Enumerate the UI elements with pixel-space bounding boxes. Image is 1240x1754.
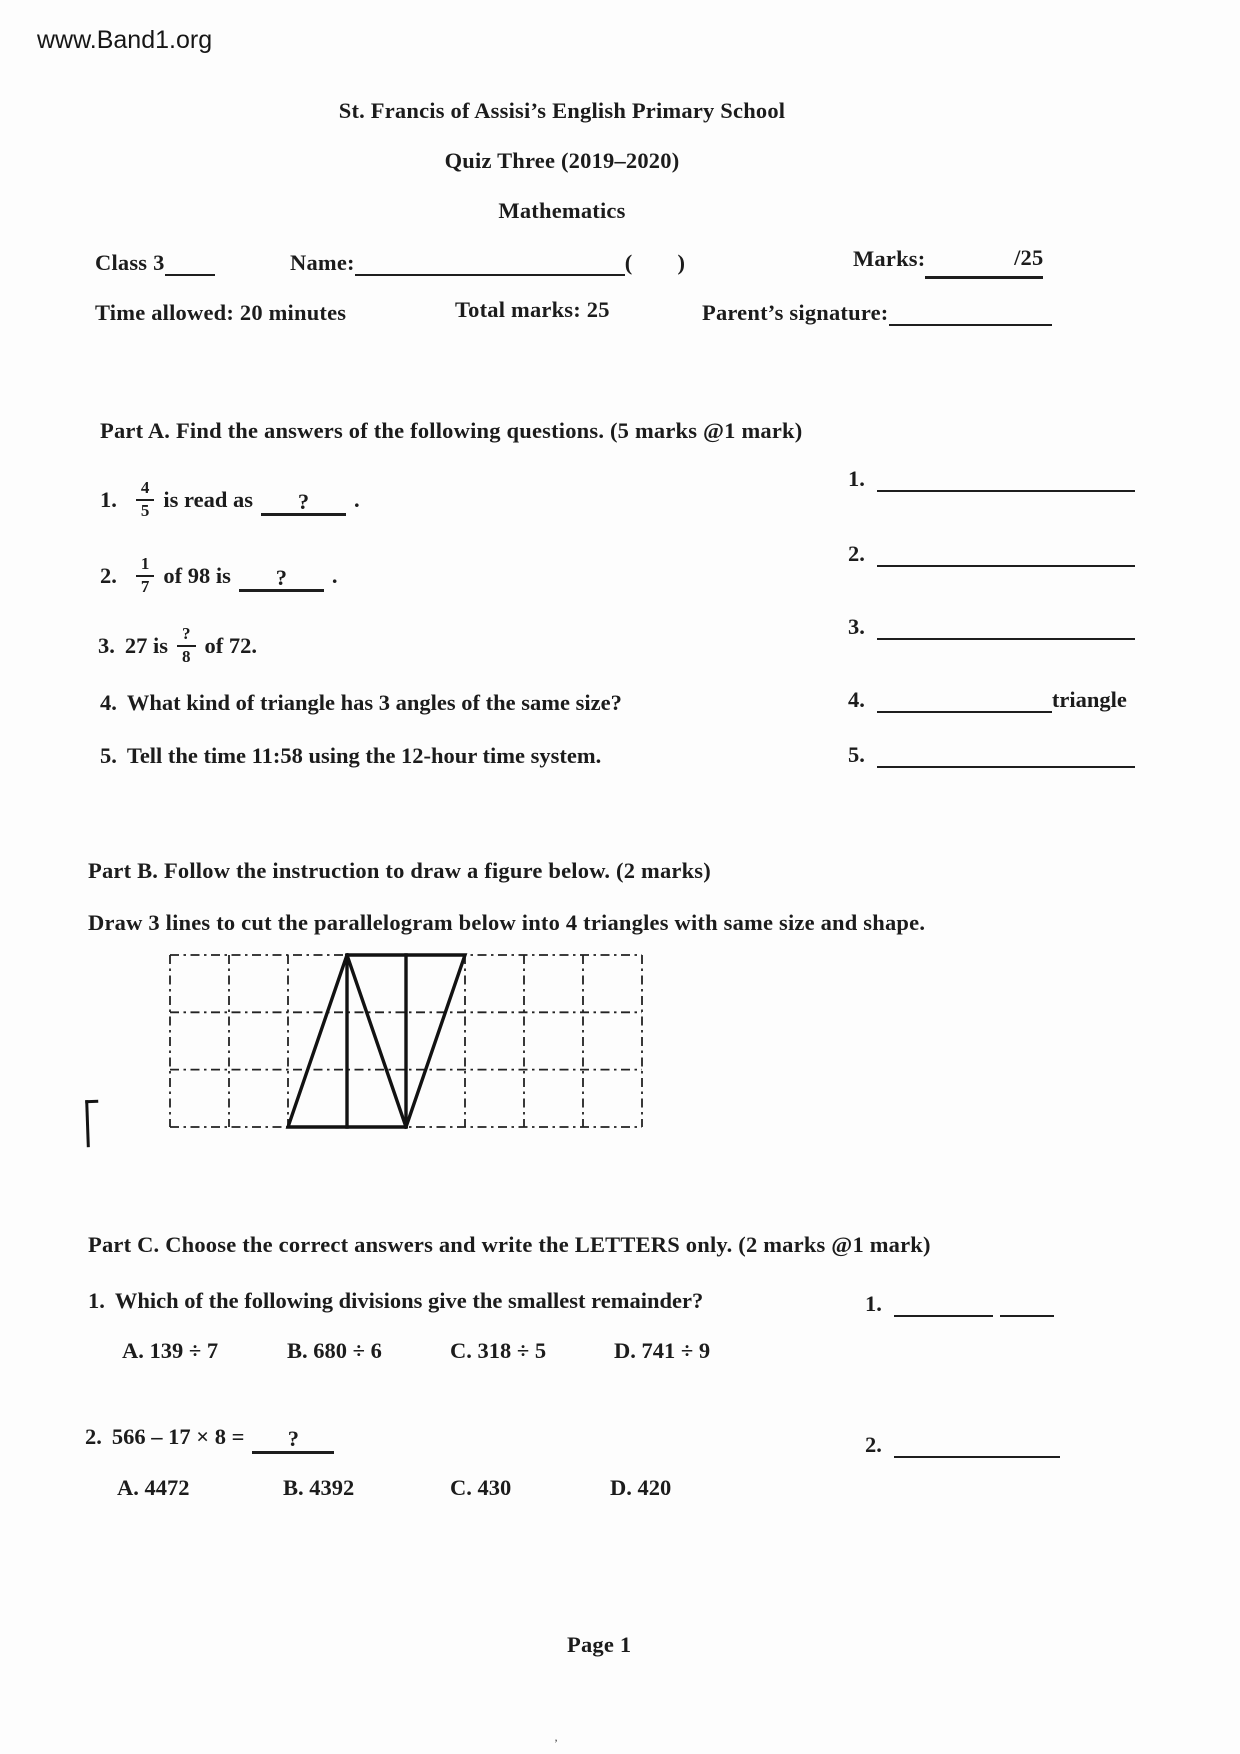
school-title: St. Francis of Assisi’s English Primary School: [338, 98, 786, 123]
c-answer-2-blank: [894, 1456, 1060, 1458]
c-answer-1-blank-a: [894, 1315, 993, 1317]
marks-label: Marks:: [853, 246, 926, 271]
c-q2-option-c: C. 430: [450, 1475, 512, 1500]
q5-text: Tell the time 11:58 using the 12-hour time system.: [126, 743, 602, 768]
q2-period: .: [331, 563, 338, 588]
stray-corner-mark: [85, 1100, 100, 1147]
c-answer-1-number: 1.: [865, 1291, 882, 1316]
part-a-q2: [100, 548, 338, 604]
q2-text: of 98 is: [163, 563, 231, 588]
answer-row-2: [848, 541, 1135, 567]
parent-signature-blank: [889, 324, 1052, 326]
class-field: [95, 250, 215, 276]
q1-blank: ?: [261, 490, 346, 517]
marks-blank: [925, 245, 1044, 279]
answer-row-1: [848, 466, 1135, 492]
marks-field: [853, 246, 1043, 275]
name-field: [290, 250, 685, 276]
answer-row-5: [848, 742, 1135, 768]
answer-4-suffix: triangle: [1051, 687, 1127, 712]
time-allowed: Time allowed: 20 minutes: [95, 300, 347, 325]
total-marks: Total marks: 25: [455, 297, 610, 322]
stray-tick-mark: ’: [554, 1736, 558, 1750]
q1-fraction: [136, 479, 155, 520]
q2-frac-top: 1: [136, 555, 155, 577]
answer-3-number: 3.: [848, 614, 865, 639]
q3-post: of 72.: [204, 633, 258, 658]
subject-title: Mathematics: [498, 198, 626, 223]
class-label: Class 3: [95, 250, 165, 275]
part-a-heading: Part A. Find the answers of the following questions. (5 marks @1 mark): [100, 418, 803, 443]
part-c-answer-row-1: [865, 1291, 1054, 1317]
c-q1-option-c: C. 318 ÷ 5: [450, 1338, 547, 1363]
q2-blank: ?: [239, 566, 324, 593]
q2-frac-bottom: 7: [140, 577, 150, 596]
c-q1-option-b: B. 680 ÷ 6: [287, 1338, 382, 1363]
answer-2-number: 2.: [848, 541, 865, 566]
q4-text: What kind of triangle has 3 angles of the same size?: [126, 690, 622, 715]
answer-3-blank: [877, 638, 1135, 640]
page-number: Page 1: [567, 1632, 632, 1657]
class-blank: [165, 274, 215, 276]
q3-number: 3.: [98, 633, 115, 658]
c-answer-2-number: 2.: [865, 1432, 882, 1457]
part-b-heading: Part B. Follow the instruction to draw a figure below. (2 marks): [88, 858, 711, 883]
part-a-q3: [98, 615, 257, 677]
c-q2-option-a: A. 4472: [117, 1475, 190, 1500]
c-q2-option-b: B. 4392: [283, 1475, 355, 1500]
c-q2-text: 566 – 17 × 8 =: [111, 1424, 245, 1450]
q1-number: 1.: [100, 487, 117, 512]
answer-1-blank: [877, 490, 1135, 492]
answer-4-blank: [877, 711, 1052, 713]
part-b-instruction: Draw 3 lines to cut the parallelogram below into 4 triangles with same size and shape.: [88, 910, 926, 935]
parent-signature-field: [702, 300, 1052, 326]
quiz-title: Quiz Three (2019–2020): [444, 148, 680, 173]
part-a-q1: [100, 472, 360, 528]
c-q2-number: 2.: [85, 1424, 102, 1450]
q2-fraction: [136, 555, 155, 596]
c-q2-option-d: D. 420: [610, 1475, 672, 1500]
c-q1-option-a: A. 139 ÷ 7: [122, 1338, 219, 1363]
answer-1-number: 1.: [848, 466, 865, 491]
c-q2-blank: ?: [252, 1427, 334, 1454]
q3-frac-top: ?: [177, 625, 196, 647]
part-b-figure-svg: [160, 945, 652, 1137]
part-c-q1: [88, 1288, 703, 1314]
answer-5-blank: [877, 766, 1135, 768]
q3-pre: 27 is: [124, 633, 169, 658]
c-answer-1-blank-b: [1000, 1315, 1054, 1317]
q1-period: .: [353, 487, 360, 512]
q3-frac-bottom: 8: [182, 647, 191, 666]
paren-close: ): [677, 250, 686, 275]
part-c-heading: Part C. Choose the correct answers and write the LETTERS only. (2 marks @1 mark): [88, 1232, 931, 1257]
c-q1-text: Which of the following divisions give the smallest remainder?: [114, 1288, 704, 1313]
watermark-url: www.Band1.org: [37, 26, 213, 54]
marks-total: /25: [1014, 245, 1044, 270]
c-q1-option-d: D. 741 ÷ 9: [614, 1338, 711, 1363]
q3-fraction: [177, 625, 196, 666]
parent-signature-label: Parent’s signature:: [702, 300, 889, 325]
answer-row-3: [848, 614, 1135, 640]
name-label: Name:: [290, 250, 355, 275]
answer-5-number: 5.: [848, 742, 865, 767]
q1-frac-bottom: 5: [140, 501, 150, 520]
answer-4-number: 4.: [848, 687, 865, 712]
q2-number: 2.: [100, 563, 117, 588]
c-q1-number: 1.: [88, 1288, 105, 1313]
q1-frac-top: 4: [136, 479, 155, 501]
answer-2-blank: [877, 565, 1135, 567]
part-a-q4: [100, 690, 622, 716]
part-c-answer-row-2: [865, 1432, 1060, 1458]
paren-open: (: [624, 250, 633, 275]
q4-number: 4.: [100, 690, 117, 715]
answer-row-4: [848, 687, 1127, 713]
q1-text: is read as: [163, 487, 253, 512]
part-c-q2: [85, 1424, 342, 1451]
figure-line: [347, 955, 406, 1127]
q5-number: 5.: [100, 743, 117, 768]
part-a-q5: [100, 743, 601, 769]
name-blank: [355, 274, 625, 276]
